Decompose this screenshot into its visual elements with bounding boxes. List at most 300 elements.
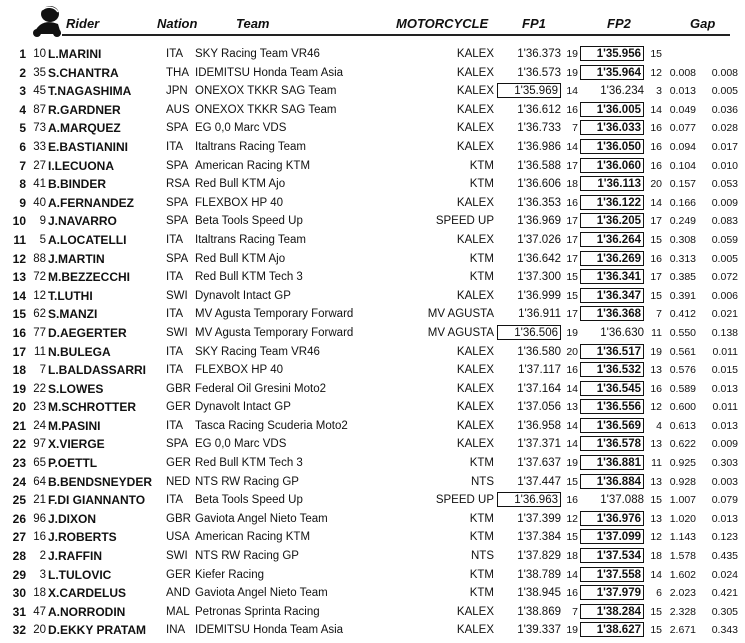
- team-cell: Red Bull KTM Tech 3: [195, 457, 303, 470]
- gap-first-cell: 0.249: [669, 215, 696, 228]
- fp2-lap-cell: 15: [650, 494, 662, 507]
- nation-cell: GER: [166, 401, 191, 414]
- header-fp2: FP2: [607, 16, 631, 31]
- motorcycle-cell: KALEX: [456, 624, 494, 637]
- gap-first-cell: 2.328: [669, 605, 696, 618]
- gap-first-cell: 0.308: [669, 233, 696, 246]
- gap-previous-cell: 0.072: [711, 271, 738, 284]
- nation-cell: GBR: [166, 512, 191, 525]
- rider-name-cell: P.OETTL: [48, 456, 98, 471]
- fp1-lap-cell: 16: [566, 364, 578, 377]
- fp2-time-cell: 1'36.050: [580, 139, 644, 154]
- rider-name-cell: B.BINDER: [48, 177, 107, 192]
- nation-cell: GBR: [166, 382, 191, 395]
- fp1-lap-cell: 17: [566, 233, 578, 246]
- gap-first-cell: 0.008: [669, 66, 696, 79]
- rider-number-cell: 5: [39, 233, 46, 246]
- rider-number-cell: 47: [33, 605, 46, 618]
- fp1-lap-cell: 19: [566, 457, 578, 470]
- rider-number-cell: 18: [33, 587, 46, 600]
- motorcycle-rider-icon: [28, 4, 64, 38]
- table-row: [0, 510, 745, 529]
- fp1-lap-cell: 15: [566, 531, 578, 544]
- table-row: [0, 417, 745, 436]
- table-row: [0, 101, 745, 120]
- position-cell: 5: [19, 121, 26, 136]
- table-row: [0, 435, 745, 454]
- motorcycle-cell: KALEX: [456, 364, 494, 377]
- rider-number-cell: 62: [33, 308, 46, 321]
- position-cell: 2: [19, 65, 26, 80]
- fp1-lap-cell: 17: [566, 308, 578, 321]
- position-cell: 21: [12, 418, 26, 433]
- motorcycle-cell: KALEX: [456, 196, 494, 209]
- rider-number-cell: 41: [33, 178, 46, 191]
- gap-first-cell: 0.104: [669, 159, 696, 172]
- nation-cell: ITA: [166, 233, 184, 246]
- table-row: [0, 119, 745, 138]
- fp2-lap-cell: 13: [650, 438, 662, 451]
- fp1-time-cell: 1'38.789: [517, 568, 561, 581]
- gap-previous-cell: 0.003: [711, 475, 738, 488]
- rider-number-cell: 40: [33, 196, 46, 209]
- fp1-lap-cell: 17: [566, 159, 578, 172]
- fp2-time-cell: 1'35.956: [580, 46, 644, 61]
- gap-previous-cell: 0.017: [711, 140, 738, 153]
- nation-cell: NED: [166, 475, 191, 488]
- nation-cell: SPA: [166, 196, 189, 209]
- fp1-lap-cell: 19: [566, 326, 578, 339]
- rider-name-cell: T.LUTHI: [48, 288, 93, 303]
- motorcycle-cell: KALEX: [456, 605, 494, 618]
- nation-cell: SPA: [166, 159, 189, 172]
- rider-name-cell: D.EKKY PRATAM: [48, 623, 147, 638]
- position-cell: 18: [12, 363, 26, 378]
- fp1-time-cell: 1'36.606: [517, 178, 561, 191]
- fp2-time-cell: 1'37.099: [580, 529, 644, 544]
- rider-name-cell: M.SCHROTTER: [48, 400, 136, 415]
- nation-cell: ITA: [166, 308, 184, 321]
- table-header: [0, 0, 745, 44]
- team-cell: Red Bull KTM Ajo: [195, 252, 286, 265]
- table-row: [0, 305, 745, 324]
- table-row: [0, 380, 745, 399]
- fp1-time-cell: 1'36.963: [497, 492, 561, 507]
- team-cell: Beta Tools Speed Up: [195, 215, 303, 228]
- rider-number-cell: 97: [33, 438, 46, 451]
- table-row: [0, 603, 745, 622]
- position-cell: 8: [19, 177, 26, 192]
- fp2-lap-cell: 14: [650, 568, 662, 581]
- gap-previous-cell: 0.421: [711, 587, 738, 600]
- rider-name-cell: X.CARDELUS: [48, 586, 127, 601]
- fp1-lap-cell: 14: [566, 85, 578, 98]
- gap-first-cell: 1.143: [669, 531, 696, 544]
- fp1-lap-cell: 18: [566, 550, 578, 563]
- fp2-time-cell: 1'36.269: [580, 251, 644, 266]
- table-row: [0, 175, 745, 194]
- fp1-lap-cell: 7: [572, 605, 578, 618]
- position-cell: 24: [12, 474, 26, 489]
- fp2-lap-cell: 12: [650, 531, 662, 544]
- fp1-time-cell: 1'36.911: [518, 308, 561, 321]
- gap-first-cell: 0.550: [669, 326, 696, 339]
- gap-previous-cell: 0.013: [711, 382, 738, 395]
- position-cell: 7: [19, 158, 26, 173]
- gap-previous-cell: 0.305: [711, 605, 738, 618]
- fp1-time-cell: 1'37.026: [517, 233, 561, 246]
- fp1-time-cell: 1'36.580: [517, 345, 561, 358]
- gap-previous-cell: 0.123: [711, 531, 738, 544]
- gap-first-cell: 2.671: [669, 624, 696, 637]
- motorcycle-cell: KTM: [469, 457, 494, 470]
- rider-number-cell: 3: [39, 568, 46, 581]
- header-nation: Nation: [157, 16, 198, 31]
- motorcycle-cell: KTM: [469, 252, 494, 265]
- fp2-lap-cell: 6: [656, 587, 662, 600]
- fp2-lap-cell: 11: [651, 326, 662, 339]
- fp2-time-cell: 1'37.534: [580, 548, 644, 563]
- header-rider: Rider: [66, 16, 100, 31]
- team-cell: Red Bull KTM Tech 3: [195, 271, 303, 284]
- fp2-lap-cell: 16: [650, 122, 662, 135]
- position-cell: 23: [12, 456, 26, 471]
- fp1-time-cell: 1'35.969: [497, 83, 561, 98]
- fp1-lap-cell: 14: [566, 140, 578, 153]
- fp1-time-cell: 1'36.999: [517, 289, 561, 302]
- fp2-time-cell: 1'36.545: [580, 381, 644, 396]
- motorcycle-cell: KALEX: [456, 401, 494, 414]
- nation-cell: GER: [166, 457, 191, 470]
- team-cell: NTS RW Racing GP: [195, 475, 299, 488]
- fp1-lap-cell: 19: [566, 48, 578, 60]
- fp2-lap-cell: 15: [650, 48, 662, 60]
- fp1-time-cell: 1'37.056: [517, 401, 561, 414]
- fp2-time-cell: 1'38.627: [580, 622, 644, 637]
- gap-previous-cell: 0.013: [711, 512, 738, 525]
- rider-name-cell: E.BASTIANINI: [48, 139, 129, 154]
- team-cell: Petronas Sprinta Racing: [195, 605, 320, 618]
- table-row: [0, 268, 745, 287]
- fp1-time-cell: 1'37.637: [517, 457, 561, 470]
- fp1-time-cell: 1'38.869: [517, 605, 561, 618]
- rider-name-cell: L.MARINI: [48, 47, 102, 61]
- fp1-lap-cell: 19: [566, 66, 578, 79]
- team-cell: FLEXBOX HP 40: [195, 364, 283, 377]
- motorcycle-cell: KALEX: [456, 140, 494, 153]
- rider-name-cell: D.AEGERTER: [48, 325, 127, 340]
- rider-number-cell: 88: [33, 252, 46, 265]
- fp1-time-cell: 1'36.986: [517, 140, 561, 153]
- fp1-lap-cell: 12: [566, 512, 578, 525]
- position-cell: 6: [19, 139, 26, 154]
- rider-name-cell: J.ROBERTS: [48, 530, 117, 545]
- fp2-lap-cell: 15: [650, 233, 662, 246]
- rider-number-cell: 2: [39, 550, 46, 563]
- position-cell: 29: [12, 567, 26, 582]
- fp1-lap-cell: 16: [566, 494, 578, 507]
- gap-first-cell: 0.313: [669, 252, 696, 265]
- rider-name-cell: I.LECUONA: [48, 158, 114, 173]
- team-cell: IDEMITSU Honda Team Asia: [195, 624, 344, 637]
- motorcycle-cell: KALEX: [456, 48, 494, 60]
- position-cell: 13: [12, 270, 26, 285]
- team-cell: Kiefer Racing: [195, 568, 265, 581]
- rider-number-cell: 45: [33, 85, 46, 98]
- rider-name-cell: J.DIXON: [48, 511, 97, 526]
- rider-name-cell: M.PASINI: [48, 418, 101, 433]
- nation-cell: SPA: [166, 122, 189, 135]
- fp2-time-cell: 1'36.005: [580, 102, 644, 117]
- fp2-time-cell: 1'36.976: [580, 511, 644, 526]
- rider-name-cell: L.BALDASSARRI: [48, 363, 146, 378]
- fp1-lap-cell: 14: [566, 382, 578, 395]
- rider-name-cell: M.BEZZECCHI: [48, 270, 130, 285]
- rider-number-cell: 22: [33, 382, 46, 395]
- fp2-lap-cell: 7: [656, 308, 662, 321]
- position-cell: 4: [19, 102, 26, 117]
- fp1-time-cell: 1'36.353: [517, 196, 561, 209]
- table-row: [0, 64, 745, 83]
- fp2-lap-cell: 13: [650, 475, 662, 488]
- nation-cell: GER: [166, 568, 191, 581]
- fp2-time-cell: 1'36.122: [580, 195, 644, 210]
- team-cell: SKY Racing Team VR46: [195, 345, 320, 358]
- table-row: [0, 45, 745, 64]
- fp2-lap-cell: 15: [650, 605, 662, 618]
- table-row: [0, 491, 745, 510]
- motorcycle-cell: KTM: [469, 159, 494, 172]
- fp1-time-cell: 1'37.371: [517, 438, 561, 451]
- gap-previous-cell: 0.079: [711, 494, 738, 507]
- header-team: Team: [236, 16, 270, 31]
- rider-number-cell: 9: [39, 215, 46, 228]
- rider-number-cell: 16: [33, 531, 46, 544]
- fp1-lap-cell: 15: [566, 475, 578, 488]
- nation-cell: ITA: [166, 364, 184, 377]
- team-cell: ONEXOX TKKR SAG Team: [195, 103, 337, 116]
- motorcycle-cell: SPEED UP: [435, 215, 494, 228]
- rider-number-cell: 7: [39, 364, 46, 377]
- table-row: [0, 361, 745, 380]
- team-cell: EG 0,0 Marc VDS: [195, 438, 287, 451]
- rider-number-cell: 87: [33, 103, 46, 116]
- motorcycle-cell: KTM: [469, 587, 494, 600]
- rider-number-cell: 96: [33, 512, 46, 525]
- position-cell: 31: [12, 604, 26, 619]
- gap-first-cell: 0.385: [669, 271, 696, 284]
- table-row: [0, 324, 745, 343]
- nation-cell: ITA: [166, 271, 184, 284]
- motorcycle-cell: SPEED UP: [435, 494, 494, 507]
- gap-previous-cell: 0.011: [712, 345, 738, 358]
- nation-cell: INA: [166, 624, 186, 637]
- team-cell: Italtrans Racing Team: [195, 140, 307, 153]
- fp1-time-cell: 1'37.164: [517, 382, 561, 395]
- team-cell: FLEXBOX HP 40: [195, 196, 283, 209]
- nation-cell: SPA: [166, 215, 189, 228]
- nation-cell: ITA: [166, 494, 184, 507]
- rider-name-cell: A.NORRODIN: [48, 604, 126, 619]
- fp1-time-cell: 1'37.117: [518, 364, 561, 377]
- motorcycle-cell: KALEX: [456, 289, 494, 302]
- gap-first-cell: 0.561: [669, 345, 696, 358]
- team-cell: IDEMITSU Honda Team Asia: [195, 66, 344, 79]
- rider-number-cell: 33: [33, 140, 46, 153]
- rider-name-cell: J.NAVARRO: [48, 214, 117, 229]
- fp1-time-cell: 1'38.945: [517, 587, 561, 600]
- position-cell: 12: [12, 251, 26, 266]
- gap-first-cell: 1.020: [669, 512, 696, 525]
- rider-name-cell: T.NAGASHIMA: [48, 84, 132, 99]
- gap-previous-cell: 0.005: [711, 85, 738, 98]
- position-cell: 22: [12, 437, 26, 452]
- motorcycle-cell: NTS: [471, 550, 494, 563]
- fp1-lap-cell: 19: [566, 624, 578, 637]
- gap-previous-cell: 0.011: [712, 401, 738, 414]
- fp2-lap-cell: 16: [650, 382, 662, 395]
- rider-name-cell: B.BENDSNEYDER: [48, 474, 153, 489]
- fp2-lap-cell: 20: [650, 178, 662, 191]
- fp1-lap-cell: 16: [566, 587, 578, 600]
- nation-cell: JPN: [166, 85, 188, 98]
- motorcycle-cell: KTM: [469, 531, 494, 544]
- rider-number-cell: 65: [33, 457, 46, 470]
- rider-number-cell: 11: [34, 345, 46, 358]
- fp1-lap-cell: 17: [566, 215, 578, 228]
- gap-first-cell: 0.925: [669, 457, 696, 470]
- fp1-lap-cell: 15: [566, 271, 578, 284]
- gap-first-cell: 0.391: [669, 289, 696, 302]
- motorcycle-cell: KALEX: [456, 66, 494, 79]
- fp2-lap-cell: 13: [650, 512, 662, 525]
- fp2-lap-cell: 16: [650, 159, 662, 172]
- fp1-time-cell: 1'37.384: [517, 531, 561, 544]
- position-cell: 27: [12, 530, 26, 545]
- fp2-lap-cell: 4: [656, 419, 662, 432]
- fp2-lap-cell: 11: [651, 457, 662, 470]
- gap-previous-cell: 0.303: [711, 457, 738, 470]
- table-row: [0, 250, 745, 269]
- fp1-lap-cell: 7: [572, 122, 578, 135]
- rider-number-cell: 77: [33, 326, 46, 339]
- team-cell: American Racing KTM: [195, 159, 311, 172]
- rider-name-cell: A.MARQUEZ: [48, 121, 121, 136]
- gap-previous-cell: 0.053: [711, 178, 738, 191]
- rider-name-cell: J.MARTIN: [48, 251, 105, 266]
- gap-previous-cell: 0.009: [711, 196, 738, 209]
- fp2-lap-cell: 18: [650, 550, 662, 563]
- gap-previous-cell: 0.435: [711, 550, 738, 563]
- motorcycle-cell: NTS: [471, 475, 494, 488]
- team-cell: American Racing KTM: [195, 531, 311, 544]
- fp2-time-cell: 1'36.532: [580, 362, 644, 377]
- fp2-time-cell: 1'36.884: [580, 474, 644, 489]
- table-row: [0, 528, 745, 547]
- nation-cell: MAL: [166, 605, 190, 618]
- gap-first-cell: 0.412: [669, 308, 696, 321]
- table-row: [0, 157, 745, 176]
- team-cell: Federal Oil Gresini Moto2: [195, 382, 327, 395]
- fp1-time-cell: 1'37.829: [517, 550, 561, 563]
- motorcycle-cell: KALEX: [456, 382, 494, 395]
- gap-first-cell: 1.007: [669, 494, 696, 507]
- table-row: [0, 454, 745, 473]
- table-row: [0, 82, 745, 101]
- fp2-time-cell: 1'36.234: [600, 85, 644, 98]
- position-cell: 17: [12, 344, 26, 359]
- fp1-time-cell: 1'39.337: [517, 624, 561, 637]
- fp1-lap-cell: 17: [566, 252, 578, 265]
- team-cell: MV Agusta Temporary Forward: [195, 308, 354, 321]
- position-cell: 19: [12, 381, 26, 396]
- nation-cell: USA: [166, 531, 190, 544]
- fp1-time-cell: 1'36.506: [497, 325, 561, 340]
- motorcycle-cell: KALEX: [456, 122, 494, 135]
- fp2-time-cell: 1'36.517: [580, 344, 644, 359]
- fp2-time-cell: 1'36.341: [580, 269, 644, 284]
- position-cell: 3: [19, 84, 26, 99]
- gap-previous-cell: 0.028: [711, 122, 738, 135]
- motorcycle-cell: KALEX: [456, 419, 494, 432]
- gap-first-cell: 2.023: [669, 587, 696, 600]
- fp1-time-cell: 1'36.733: [517, 122, 561, 135]
- motorcycle-cell: KTM: [469, 271, 494, 284]
- gap-previous-cell: 0.009: [711, 438, 738, 451]
- rider-name-cell: A.FERNANDEZ: [48, 195, 134, 210]
- header-fp1: FP1: [522, 16, 546, 31]
- rider-number-cell: 20: [33, 624, 46, 637]
- nation-cell: AND: [166, 587, 191, 600]
- team-cell: Beta Tools Speed Up: [195, 494, 303, 507]
- gap-first-cell: 0.013: [669, 85, 696, 98]
- motorcycle-cell: KALEX: [456, 103, 494, 116]
- fp1-lap-cell: 16: [566, 196, 578, 209]
- table-row: [0, 343, 745, 362]
- team-cell: Dynavolt Intact GP: [195, 401, 291, 414]
- rider-name-cell: X.VIERGE: [48, 437, 105, 452]
- motorcycle-cell: KTM: [469, 178, 494, 191]
- gap-previous-cell: 0.005: [711, 252, 738, 265]
- nation-cell: RSA: [166, 178, 190, 191]
- fp2-lap-cell: 14: [650, 103, 662, 116]
- gap-first-cell: 0.049: [669, 103, 696, 116]
- rider-number-cell: 23: [33, 401, 46, 414]
- header-gap: Gap: [690, 16, 716, 31]
- fp2-time-cell: 1'36.578: [580, 436, 644, 451]
- gap-previous-cell: 0.059: [711, 233, 738, 246]
- rider-name-cell: S.LOWES: [48, 381, 104, 396]
- table-row: [0, 473, 745, 492]
- rider-number-cell: 24: [33, 419, 46, 432]
- gap-first-cell: 1.602: [669, 568, 696, 581]
- table-row: [0, 584, 745, 603]
- fp2-lap-cell: 14: [650, 196, 662, 209]
- table-row: [0, 212, 745, 231]
- gap-previous-cell: 0.036: [711, 103, 738, 116]
- nation-cell: SWI: [166, 326, 188, 339]
- position-cell: 11: [13, 232, 26, 247]
- nation-cell: SWI: [166, 550, 188, 563]
- nation-cell: ITA: [166, 140, 184, 153]
- gap-first-cell: 0.166: [669, 196, 696, 209]
- table-row: [0, 194, 745, 213]
- rider-name-cell: J.RAFFIN: [48, 549, 102, 564]
- gap-previous-cell: 0.138: [711, 326, 738, 339]
- rider-number-cell: 64: [33, 475, 46, 488]
- fp2-time-cell: 1'37.979: [580, 585, 644, 600]
- fp2-time-cell: 1'37.558: [580, 567, 644, 582]
